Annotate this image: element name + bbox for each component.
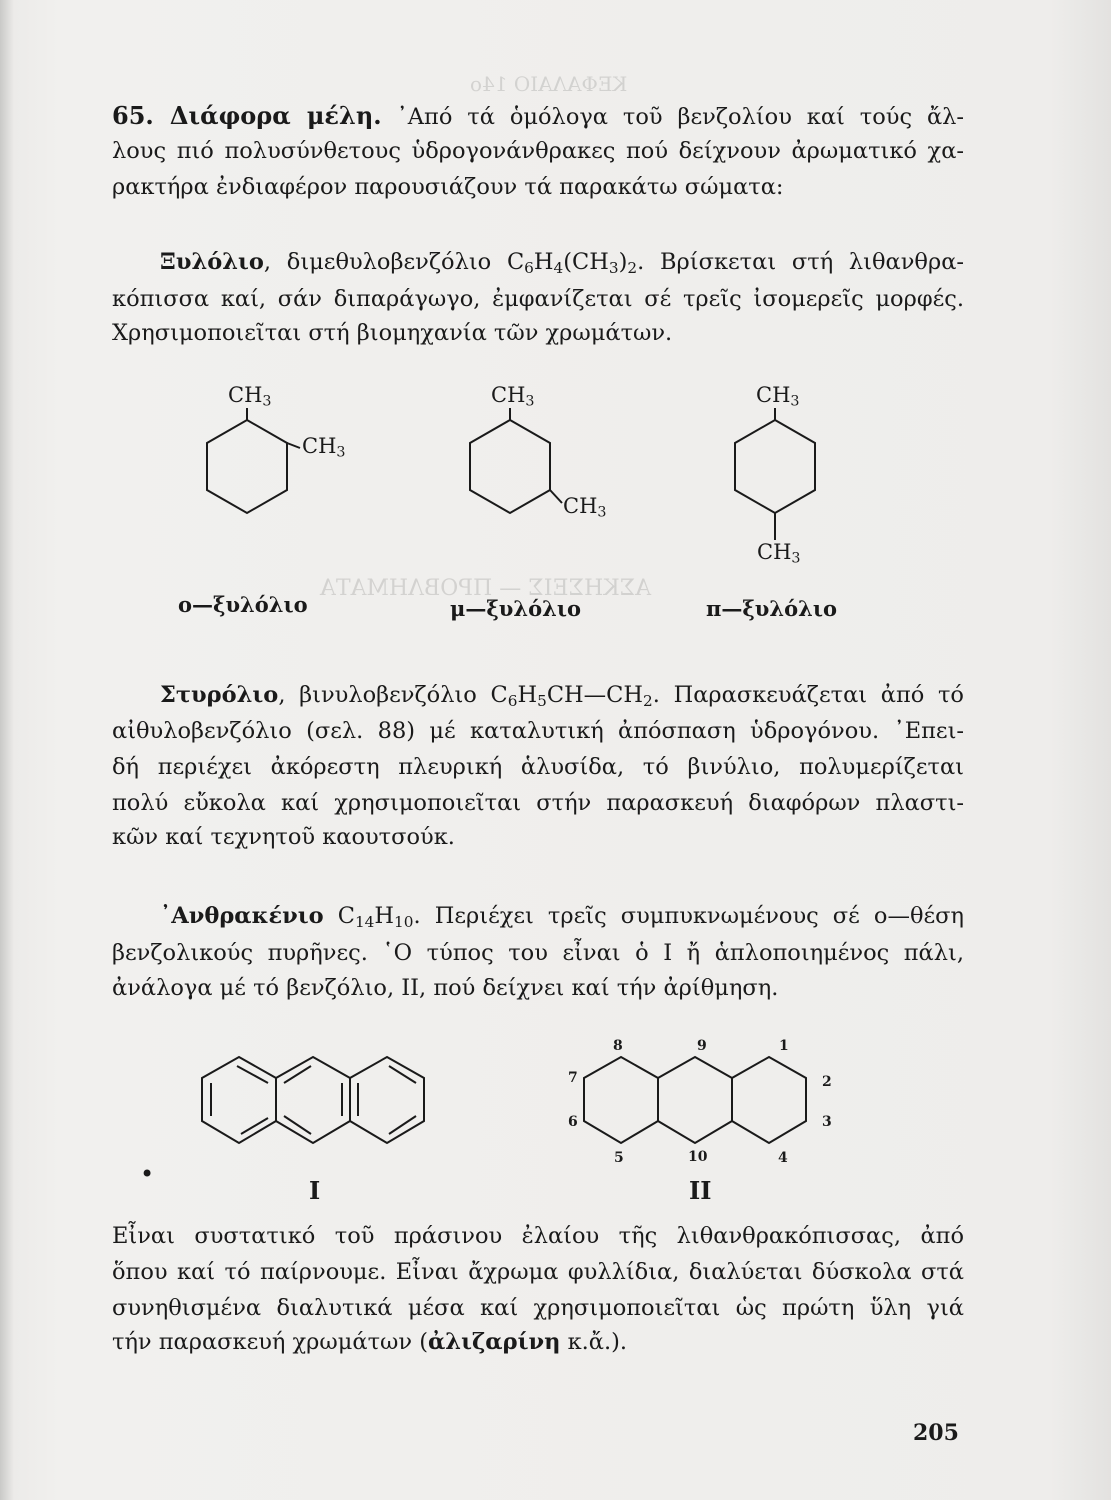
anthracene-name: ᾿Ανθρακένιο (160, 903, 324, 929)
m-xylene-ch3-top: $CH_3$ (491, 383, 535, 410)
xylene-line-3: Χρησιμοποιεῖται στή βιομηχανία τῶν χρωμάτων. (112, 320, 673, 346)
anthracene-line-2: βενζολικούς πυρῆνες. ῾Ο τύπος του εἶναι ὁ Ι ἤ ἁπλοποιημένος πάλι, (112, 940, 964, 966)
anthracene-I-ring-left (202, 1057, 276, 1143)
anthracene-para2-line-4: τήν παρασκευή χρωμάτων (ἀλιζαρίνη κ.ἄ.). (112, 1329, 628, 1355)
section-title: 65. Διάφορα μέλη. (112, 101, 382, 130)
intro-line-2: λους πιό πολυσύνθετους ὑδρογονάνθρακες πού δείχνουν ἀρωματικό χα- (112, 138, 964, 164)
xylene-line-2: κόπισσα καί, σάν διπαράγωγο, ἐμφανίζεται σέ τρεῖς ἰσομερεῖς μορφές. (112, 286, 964, 312)
bleed-through-header: ΚΕΦΑΛΑΙΟ 14ο (470, 72, 628, 96)
position-2: 2 (822, 1074, 832, 1090)
position-9: 9 (697, 1038, 707, 1054)
anthracene-II-ring-middle (658, 1057, 732, 1143)
styrene-name: Στυρόλιο (160, 682, 279, 708)
position-5: 5 (614, 1150, 624, 1166)
xylene-line-1: Ξυλόλιο, διμεθυλοβενζόλιο $C_6H_4(CH_3)_2$. Βρίσκεται στή λιθανθρα- (160, 249, 964, 277)
anthracene-II-ring-left (584, 1057, 658, 1143)
intro-line-3: ρακτήρα ἐνδιαφέρον παρουσιάζουν τά παρακάτω σώματα: (112, 174, 784, 200)
anthracene-II-ring-right (732, 1057, 806, 1143)
anthracene-para2-line-3: συνηθισμένα διαλυτικά μέσα καί χρησιμοποιεῖται ὡς πρώτη ὕλη γιά (112, 1295, 964, 1321)
position-6: 6 (568, 1114, 578, 1130)
position-3: 3 (822, 1114, 832, 1130)
p-xylene-ch3-top: $CH_3$ (756, 383, 800, 410)
xylene-name: Ξυλόλιο (160, 249, 264, 275)
m-xylene-label: μ—ξυλόλιο (450, 596, 582, 621)
formula-label-I: I (309, 1176, 321, 1205)
anthracene-line-1: ᾿Ανθρακένιο $C_{14}H_{10}$. Περιέχει τρεῖς συμπυκνωμένους σέ ο—θέση (160, 903, 964, 931)
anthracene-para2-line-1: Εἶναι συστατικό τοῦ πράσινου ἐλαίου τῆς λιθανθρακόπισσας, ἀπό (112, 1223, 964, 1249)
styrene-line-2: αἰθυλοβενζόλιο (σελ. 88) μέ καταλυτική ἀπόσπαση ὑδρογόνου. ᾿Επει- (112, 718, 964, 744)
position-10: 10 (688, 1149, 708, 1165)
position-4: 4 (778, 1150, 788, 1166)
m-xylene-ch3-side: $CH_3$ (563, 494, 607, 521)
p-xylene-ch3-bottom: $CH_3$ (757, 540, 801, 567)
styrene-line-4: πολύ εὔκολα καί χρησιμοποιεῖται στήν παρασκευή διαφόρων πλαστι- (112, 790, 964, 816)
position-1: 1 (779, 1038, 789, 1054)
position-7: 7 (568, 1070, 578, 1086)
anthracene-line-3: ἀνάλογα μέ τό βενζόλιο, ΙΙ, πού δείχνει καί τήν ἀρίθμηση. (112, 975, 779, 1001)
o-xylene-ch3-side: $CH_3$ (302, 434, 346, 461)
intro-line-1: 65. Διάφορα μέλη. ᾿Από τά ὁμόλογα τοῦ βενζολίου καί τούς ἄλ- (112, 101, 965, 130)
page-number: 205 (913, 1420, 959, 1446)
bleed-through-heading: ΑΣΚΗΣΕΙΣ — ΠΡΟΒΛΗΜΑΤΑ (320, 576, 652, 601)
p-xylene-label: π—ξυλόλιο (706, 596, 838, 621)
styrene-line-5: κῶν καί τεχνητοῦ καουτσούκ. (112, 824, 455, 850)
anthracene-I-ring-right (350, 1057, 424, 1143)
anthracene-para2-line-2: ὅπου καί τό παίρνουμε. Εἶναι ἄχρωμα φυλλίδια, διαλύεται δύσκολα στά (112, 1259, 964, 1285)
position-8: 8 (613, 1038, 623, 1054)
o-xylene-label: ο—ξυλόλιο (178, 592, 308, 617)
anthracene-I-ring-middle (276, 1057, 350, 1143)
formula-label-II: II (689, 1176, 712, 1205)
styrene-line-3: δή περιέχει ἀκόρεστη πλευρική ἁλυσίδα, τό βινύλιο, πολυμερίζεται (112, 754, 964, 780)
stray-dot-mark: • (140, 1160, 155, 1188)
o-xylene-ch3-top: $CH_3$ (228, 383, 272, 410)
styrene-line-1: Στυρόλιο, βινυλοβενζόλιο $C_6H_5CH—CH_2$. Παρασκευάζεται ἀπό τό (160, 682, 964, 710)
alizarin-term: ἀλιζαρίνη (427, 1329, 561, 1355)
